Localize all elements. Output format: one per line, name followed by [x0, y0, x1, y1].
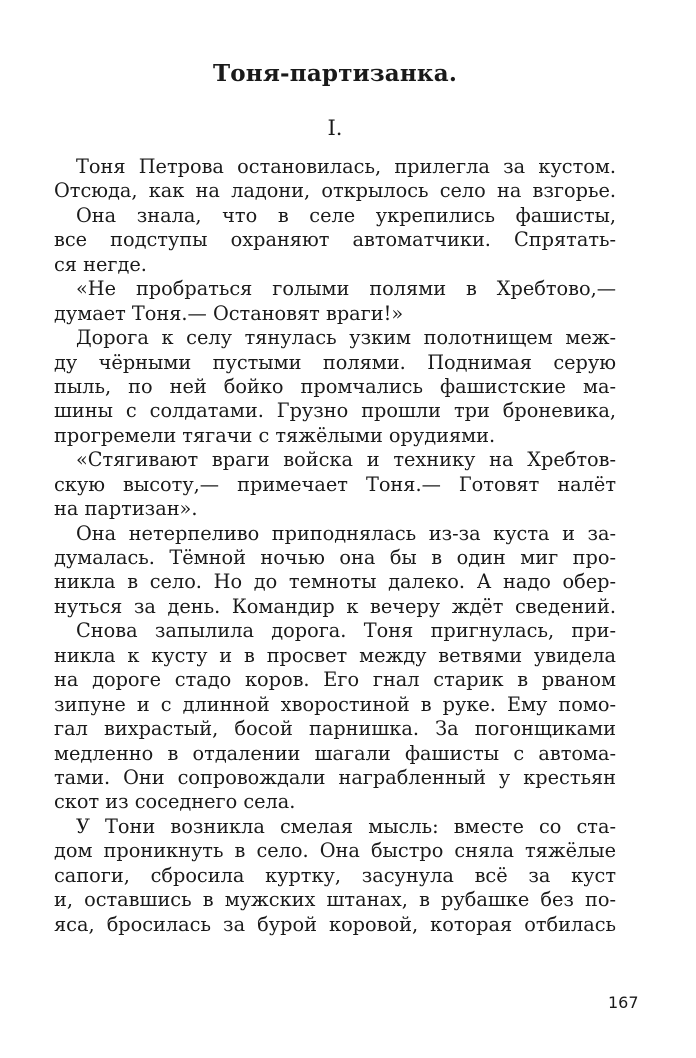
text-line: нуться за день. Командир к вечеру ждёт сведений.: [54, 594, 616, 618]
text-line: зипуне и с длинной хворостиной в руке. Ему помо-: [54, 692, 616, 716]
text-line: ду чёрными пустыми полями. Поднимая серую: [54, 350, 616, 374]
text-line: Тоня Петрова остановилась, прилегла за кустом.: [76, 155, 616, 178]
text-line: медленно в отдалении шагали фашисты с автома-: [54, 741, 616, 765]
text-line: «Стягивают враги войска и технику на Хребтов-: [76, 448, 616, 472]
text-line: на партизан».: [54, 497, 198, 521]
page-number: 167: [608, 993, 639, 1012]
text-line: «Не пробраться голыми полями в Хребтово,—: [76, 277, 616, 301]
text-line: думалась. Тёмной ночью она бы в один миг про-: [54, 546, 616, 569]
chapter-number: I.: [327, 116, 343, 140]
text-line: У Тони возникла смелая мысль: вместе со ста-: [76, 814, 616, 838]
text-line: пыль, по ней бойко промчались фашистские ма-: [54, 374, 616, 398]
text-line: тами. Они сопровождали награбленный у крестьян: [54, 765, 616, 789]
text-line: и, оставшись в мужских штанах, в рубашке без по-: [54, 888, 616, 912]
text-line: Отсюда, как на ладони, открылось село на взгорье.: [54, 179, 616, 203]
story-text: [54, 155, 616, 937]
text-line: дом проникнуть в село. Она быстро сняла тяжёлые: [54, 839, 616, 863]
text-line: никла к кусту и в просвет между ветвями увидела: [54, 643, 616, 667]
text-line: прогремели тягачи с тяжёлыми орудиями.: [54, 423, 496, 447]
text-line: все подступы охраняют автоматчики. Спрятать-: [54, 228, 616, 252]
text-line: яса, бросилась за бурой коровой, которая отбилась: [54, 912, 616, 936]
text-line: на дороге стадо коров. Его гнал старик в рваном: [54, 668, 616, 692]
text-line: Она нетерпеливо приподнялась из-за куста и за-: [76, 521, 616, 545]
text-line: думает Тоня.— Остановят враги!»: [54, 301, 404, 325]
text-line: гал вихрастый, босой парнишка. За погонщиками: [54, 717, 616, 741]
text-line: шины с солдатами. Грузно прошли три броневика,: [54, 399, 616, 423]
text-line: Дорога к селу тянулась узким полотнищем меж-: [76, 326, 616, 350]
text-line: сапоги, сбросила куртку, засунула всё за куст: [54, 863, 616, 887]
text-line: никла в село. Но до темноты далеко. А надо обер-: [54, 570, 616, 594]
text-line: скую высоту,— примечает Тоня.— Готовят налёт: [54, 472, 616, 496]
text-line: Снова запылила дорога. Тоня пригнулась, при-: [76, 619, 616, 643]
text-line: скот из соседнего села.: [54, 790, 296, 814]
text-line: ся негде.: [54, 252, 147, 276]
text-line: Она знала, что в селе укрепились фашисты,: [76, 203, 616, 227]
story-title: Тоня-партизанка.: [212, 60, 458, 87]
